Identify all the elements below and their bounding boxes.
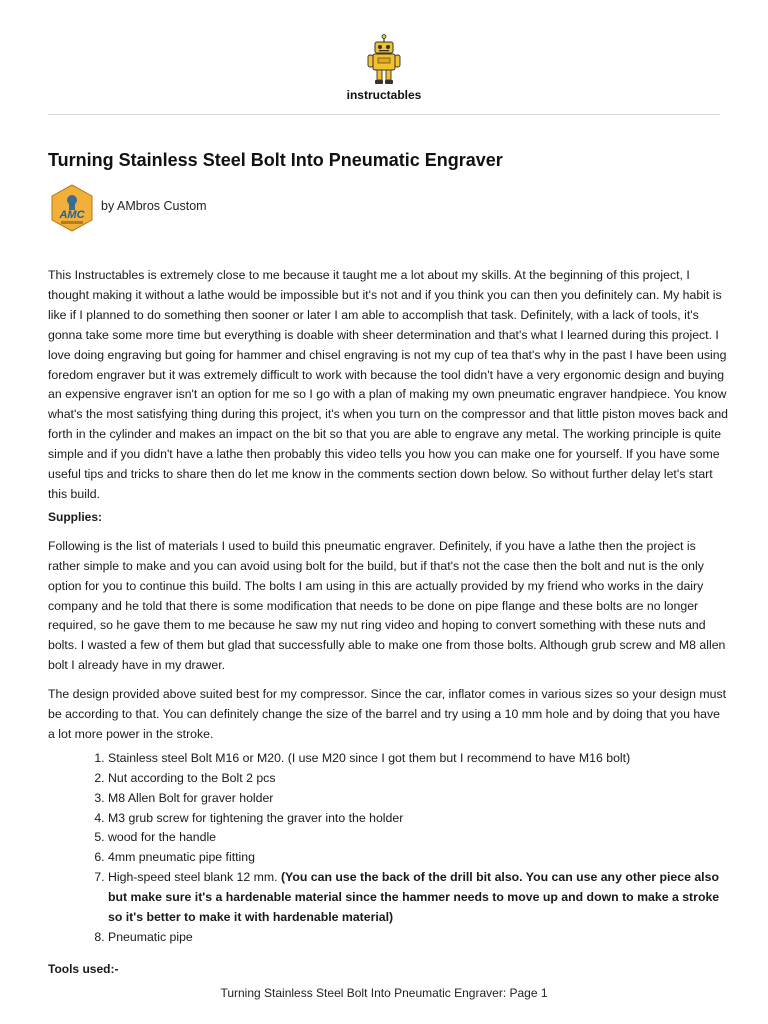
list-item: 8. Pneumatic pipe [108,928,730,948]
author-avatar-icon[interactable] [48,184,96,232]
header-divider [48,114,720,115]
list-item: 2. Nut according to the Bolt 2 pcs [108,769,730,789]
supplies-list [48,749,730,948]
page-title: Turning Stainless Steel Bolt Into Pneumatic Engraver [48,150,503,170]
brand-name[interactable]: instructables [346,88,422,102]
list-item-text: High-speed steel blank 12 mm. [108,870,281,885]
tools-heading: Tools used:- [48,961,119,976]
materials-paragraph: Following is the list of materials I used to build this pneumatic engraver. Definitely, if you have a lathe then the project is rather simple to make and you can avoid using bolt for the build, but if that's not the case then the bolt and nut is the only option for you to continue this build. The bolts I am using in this are actually provided by my friend who works in the dairy company and he told that there is some modification that needs to be done on pipe flange and these bolts are no longer required, so he gave them to me because he saw my nut ring video and hoping to convert something with these nuts and bolts. I wasted a few of them but glad that successfully able to make one from those bolts. Although grub screw and M8 allen bolt I already have in my drawer. [48,538,726,673]
list-item: 6. 4mm pneumatic pipe fitting [108,848,730,868]
author-name[interactable]: by AMbros Custom [101,199,207,213]
instructables-robot-icon[interactable] [366,34,402,86]
list-item: 5. wood for the handle [108,828,730,848]
intro-paragraph: This Instructables is extremely close to me because it taught me a lot about my skills. At the beginning of this project, I thought making it without a lathe would be impossible but it's not and if you think you can then you definitely can. My habit is like if I planned to do something then sooner or later I am able to accomplish that task. Definitely, with a lack of tools, it's gonna take some more time but everything is doable with sheer determination and that's what I learned during this project. I love doing engraving but going for hammer and chisel engraving is not my cup of tea that's why in the past I have been using foredom engraver but it was extremely difficult to work with because the tool didn't have a very ergonomic design and buying an expensive engraver isn't an option for me so I go with a plan of making my own pneumatic engraver handpiece. You know what's the most satisfying thing during this project, it's when you turn on the compressor and that little piston moves back and forth in the cylinder and makes an impact on the bit so that you are able to engrave any metal. The working principle is quite simple and if you didn't have a lathe then probably this video tells you how you can make one for yourself. If you have some useful tips and tricks to share then do let me know in the comments section down below. So without further delay let's start this build. [48,268,729,501]
list-item [108,868,730,928]
page-footer: Turning Stainless Steel Bolt Into Pneumatic Engraver: Page 1 [220,986,548,1000]
design-paragraph: The design provided above suited best for my compressor. Since the car, inflator comes in various sizes so your design must be according to that. You can definitely change the size of the barrel and try using a 10 mm hole and by doing that you have a lot more power in the stroke. [48,687,727,741]
list-item: 4. M3 grub screw for tightening the graver into the holder [108,809,730,829]
site-header [0,34,768,102]
supplies-heading: Supplies: [48,509,103,524]
list-item: 1. Stainless steel Bolt M16 or M20. (I use M20 since I got them but I recommend to have M16 bolt) [108,749,730,769]
author-block [48,184,207,232]
article-body [48,266,730,980]
list-item-note: (You can use the back of the drill bit also. You can use any other piece also but make sure it's a hardenable material since the hammer needs to move up and down to make a stroke so it's better to make it with hardenable material) [108,870,720,925]
avatar-text: AMC [59,209,85,221]
list-item: 3. M8 Allen Bolt for graver holder [108,789,730,809]
